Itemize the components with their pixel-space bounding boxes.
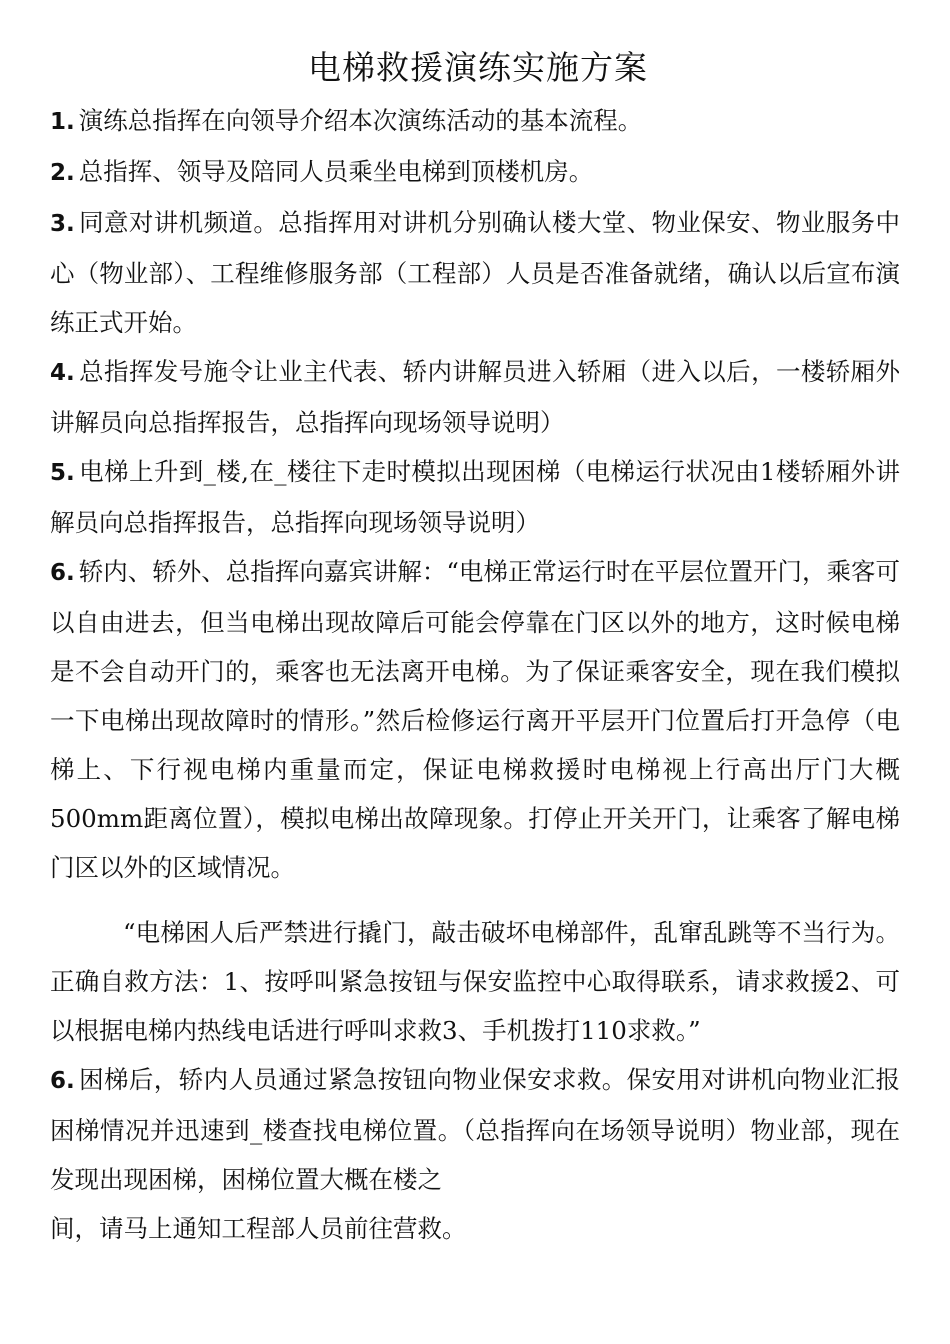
step-number: 5. <box>50 460 75 486</box>
step-7 <box>50 1055 900 1204</box>
step-text: 电梯上升到_楼,在_楼往下走时模拟出现困梯（电梯运行状况由1楼轿厢外讲解员向总指挥报告，总指挥向现场领导说明） <box>50 457 900 537</box>
step-number: 4. <box>50 360 75 386</box>
step-text: 困梯后，轿内人员通过紧急按钮向物业保安求救。保安用对讲机向物业汇报困梯情况并迅速到_楼查找电梯位置。（总指挥向在场领导说明）物业部，现在发现出现困梯，困梯位置大概在楼之 <box>50 1065 900 1194</box>
step-number: 6. <box>50 1068 75 1094</box>
document-title: 电梯救援演练实施方案 <box>308 48 648 87</box>
step-number: 3. <box>50 211 75 237</box>
step-text: 总指挥发号施令让业主代表、轿内讲解员进入轿厢（进入以后，一楼轿厢外讲解员向总指挥报告，总指挥向现场领导说明） <box>50 357 900 437</box>
quote-paragraph: “电梯困人后严禁进行撬门，敲击破坏电梯部件，乱窜乱跳等不当行为。正确自救方法：1、按呼叫紧急按钮与保安监控中心取得联系，请求救援2、可以根据电梯内热线电话进行呼叫求救3、手机拨打110求救。” <box>50 918 900 1045</box>
step-text: 总指挥、领导及陪同人员乘坐电梯到顶楼机房。 <box>78 157 594 186</box>
step-text: 轿内、轿外、总指挥向嘉宾讲解：“电梯正常运行时在平层位置开门，乘客可以自由进去，但当电梯出现故障后可能会停靠在门区以外的地方，这时候电梯是不会自动开门的，乘客也无法离开电梯。为了保证乘客安全，现在我们模拟一下电梯出现故障时的情形。”然后检修运行离开平层开门位置后打开急停（电梯上、下行视电梯内重量而定，保证电梯救援时电梯视上行高出厅门大概500mm距离位置），模拟电梯出故障现象。打停止开关开门，让乘客了解电梯门区以外的区域情况。 <box>50 557 900 882</box>
step-number: 2. <box>50 160 75 186</box>
step-4 <box>50 347 900 447</box>
document-page <box>50 40 900 1253</box>
step-text: 演练总指挥在向领导介绍本次演练活动的基本流程。 <box>78 106 643 135</box>
step-5 <box>50 447 900 547</box>
step-1 <box>50 96 900 147</box>
step-number: 6. <box>50 560 75 586</box>
step-2 <box>50 147 900 198</box>
step-3 <box>50 198 900 347</box>
step-6 <box>50 547 900 892</box>
step-number: 1. <box>50 109 75 135</box>
final-line: 间，请马上通知工程部人员前往营救。 <box>50 1214 467 1243</box>
step-text: 同意对讲机频道。总指挥用对讲机分别确认楼大堂、物业保安、物业服务中心（物业部）、工程维修服务部（工程部）人员是否准备就绪，确认以后宣布演练正式开始。 <box>50 208 900 337</box>
